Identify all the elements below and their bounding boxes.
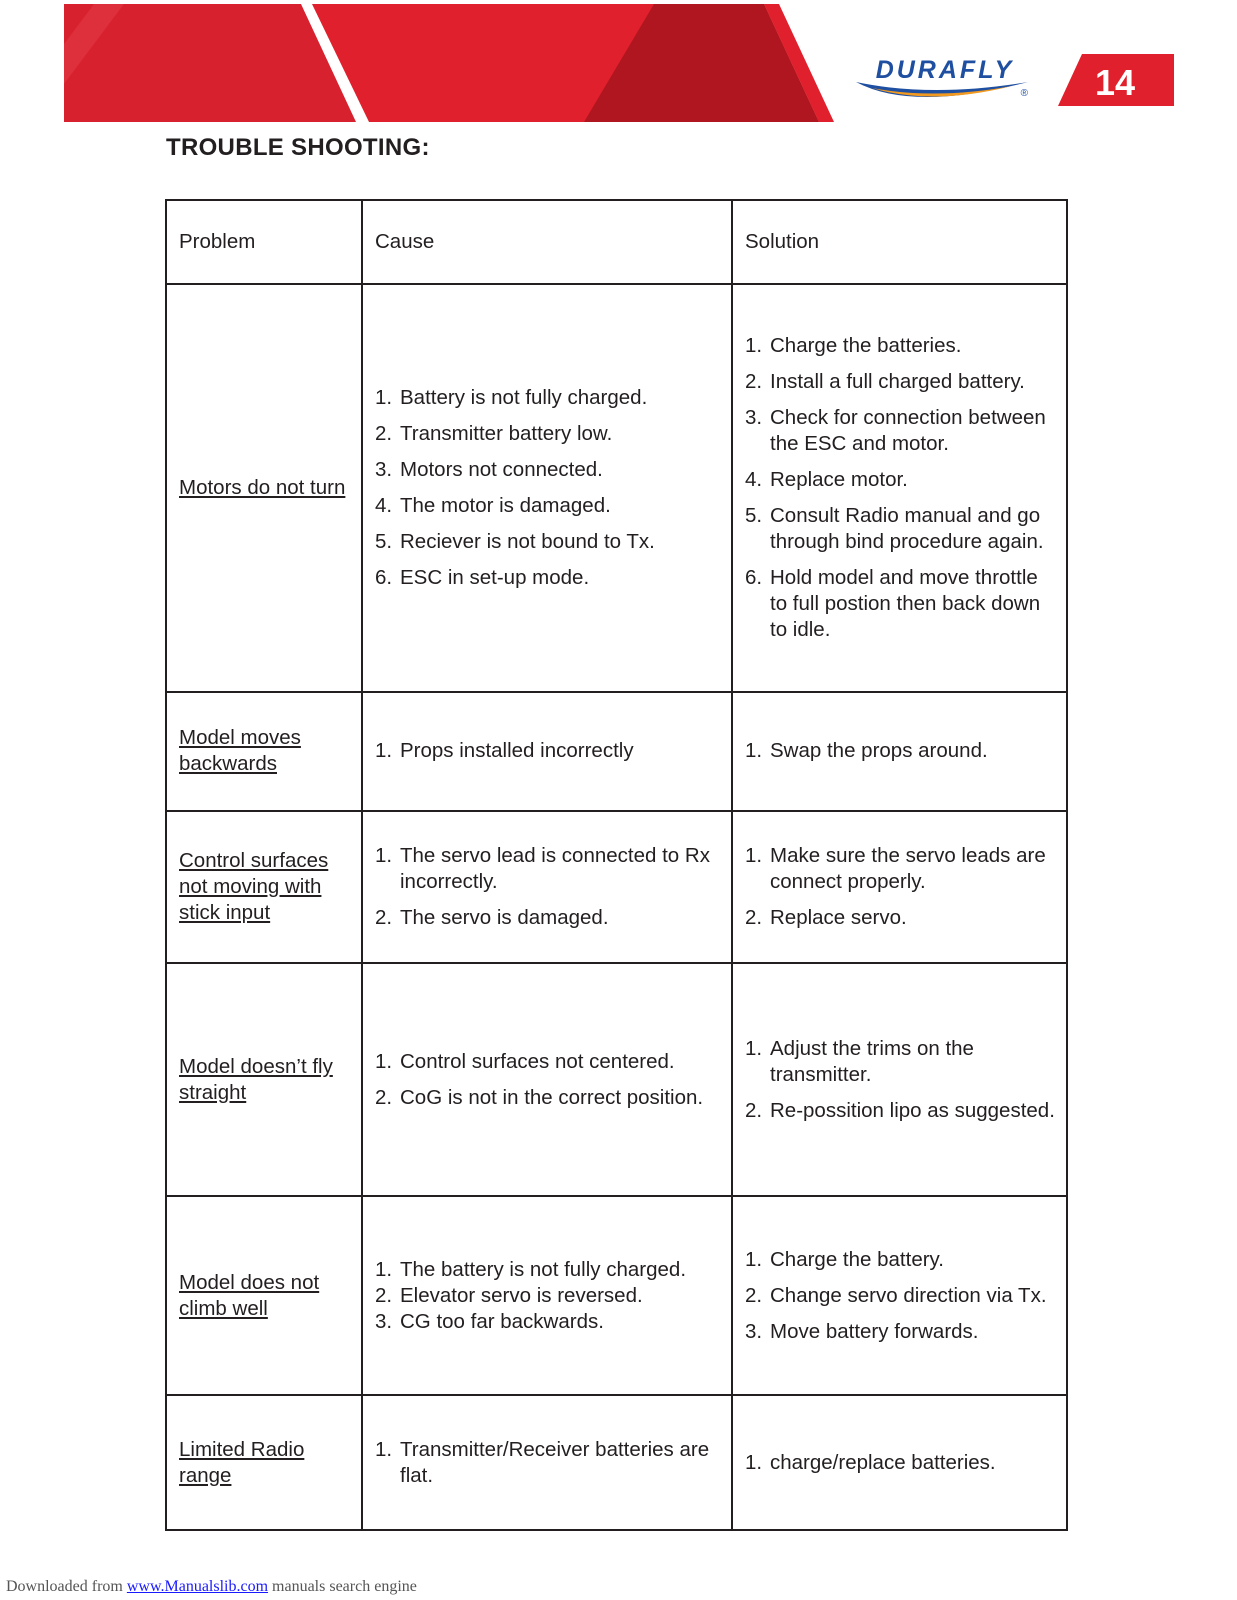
solution-item-number: 6. (745, 565, 763, 589)
solution-cell (732, 1395, 1067, 1530)
cause-item (375, 1437, 721, 1489)
problem-label: Model moves backwards (179, 726, 301, 776)
solution-item-text: Change servo direction via Tx. (770, 1283, 1047, 1307)
brand-name: DURAFLY (875, 56, 1015, 84)
cause-item-text: The battery is not fully charged. (400, 1257, 687, 1281)
solution-item-text: Replace servo. (770, 905, 907, 929)
solution-item (745, 1283, 1056, 1309)
solution-cell (732, 692, 1067, 811)
cause-list (375, 385, 721, 591)
cause-item-text: Reciever is not bound to Tx. (400, 529, 655, 553)
solution-item-number: 5. (745, 503, 763, 527)
table-row (166, 1395, 1067, 1530)
solution-item (745, 1247, 1056, 1273)
cause-item (375, 1257, 721, 1283)
problem-label: Control surfaces not moving with stick input (179, 848, 329, 924)
solution-item (745, 503, 1056, 555)
cause-item-text: Transmitter battery low. (400, 421, 613, 445)
cause-item (375, 905, 721, 931)
problem-cell (166, 284, 362, 692)
cause-item (375, 421, 721, 447)
problem-cell (166, 811, 362, 963)
solution-item-number: 3. (745, 1319, 763, 1343)
table-header-row (166, 200, 1067, 284)
cause-item-number: 2. (375, 905, 393, 929)
cause-item-text: The servo lead is connected to Rx incorrectly. (400, 843, 710, 893)
cause-item-number: 1. (375, 1437, 393, 1461)
cause-item-number: 1. (375, 385, 393, 409)
cause-item-number: 2. (375, 421, 393, 445)
solution-item-text: Hold model and move throttle to full postion then back down to idle. (770, 565, 1041, 641)
cause-cell (362, 284, 732, 692)
solution-item (745, 405, 1056, 457)
cause-item-number: 1. (375, 739, 393, 763)
solution-item-number: 2. (745, 369, 763, 393)
solution-item-number: 1. (745, 739, 763, 763)
solution-item-number: 1. (745, 843, 763, 867)
problem-label: Limited Radio range (179, 1437, 305, 1487)
problem-label: Model doesn’t fly straight (179, 1054, 333, 1104)
solution-item-text: Re-possition lipo as suggested. (770, 1098, 1055, 1122)
cause-item-number: 1. (375, 1049, 393, 1073)
solution-item (745, 905, 1056, 931)
cause-item-text: Transmitter/Receiver batteries are flat. (400, 1437, 710, 1487)
cause-item-number: 4. (375, 493, 393, 517)
solution-item-text: Install a full charged battery. (770, 369, 1025, 393)
problem-cell (166, 1196, 362, 1395)
footer-prefix: Downloaded from (6, 1578, 127, 1595)
cause-item-number: 1. (375, 1257, 393, 1281)
cause-item-number: 3. (375, 1309, 393, 1333)
solution-item (745, 1319, 1056, 1345)
solution-cell (732, 811, 1067, 963)
cause-list (375, 1049, 721, 1111)
problem-cell (166, 692, 362, 811)
cause-item-text: The motor is damaged. (400, 493, 611, 517)
cause-item-text: CoG is not in the correct position. (400, 1085, 704, 1109)
cause-item-number: 1. (375, 843, 393, 867)
solution-item-text: Swap the props around. (770, 739, 988, 763)
table-row (166, 692, 1067, 811)
cause-item-number: 2. (375, 1085, 393, 1109)
cause-item-number: 5. (375, 529, 393, 553)
cause-item-text: CG too far backwards. (400, 1309, 604, 1333)
solution-item (745, 1036, 1056, 1088)
solution-item-number: 3. (745, 405, 763, 429)
solution-item-number: 1. (745, 1450, 763, 1474)
cause-item (375, 1309, 721, 1335)
logo-swoosh-icon (852, 78, 1038, 108)
solution-item-text: Check for connection between the ESC and motor. (770, 405, 1046, 455)
cause-cell (362, 692, 732, 811)
table-row (166, 1196, 1067, 1395)
solution-item (745, 843, 1056, 895)
cause-item-text: Control surfaces not centered. (400, 1049, 675, 1073)
cause-list (375, 1437, 721, 1489)
page-number: 14 (1095, 62, 1136, 103)
footer-suffix: manuals search engine (268, 1578, 417, 1595)
table-row (166, 963, 1067, 1197)
solution-item-text: Consult Radio manual and go through bind procedure again. (770, 503, 1044, 553)
solution-item-number: 2. (745, 1283, 763, 1307)
cause-list (375, 843, 721, 931)
solution-cell (732, 1196, 1067, 1395)
cause-item (375, 738, 721, 764)
solution-item-text: Adjust the trims on the transmitter. (770, 1036, 974, 1086)
column-header-cause: Cause (362, 200, 732, 284)
solution-item-number: 4. (745, 467, 763, 491)
header-banner (64, 4, 844, 122)
solution-list (745, 738, 1056, 764)
solution-item (745, 565, 1056, 643)
solution-item-number: 2. (745, 1098, 763, 1122)
cause-list (375, 738, 721, 764)
solution-item-number: 2. (745, 905, 763, 929)
cause-item (375, 529, 721, 555)
cause-item-number: 3. (375, 457, 393, 481)
solution-cell (732, 963, 1067, 1197)
solution-item (745, 369, 1056, 395)
cause-cell (362, 963, 732, 1197)
solution-item-number: 1. (745, 1247, 763, 1271)
cause-item-text: The servo is damaged. (400, 905, 609, 929)
cause-cell (362, 1395, 732, 1530)
page-title: TROUBLE SHOOTING: (166, 134, 430, 161)
troubleshooting-table (165, 199, 1068, 1531)
cause-item-number: 6. (375, 565, 393, 589)
manualslib-link[interactable]: www.Manualslib.com (126, 1578, 269, 1595)
problem-cell (166, 1395, 362, 1530)
solution-list (745, 1036, 1056, 1124)
solution-item-number: 1. (745, 333, 763, 357)
cause-item (375, 843, 721, 895)
cause-item (375, 493, 721, 519)
problem-label: Motors do not turn (179, 475, 346, 499)
solution-list (745, 1247, 1056, 1345)
solution-item (745, 333, 1056, 359)
cause-item-text: Elevator servo is reversed. (400, 1283, 643, 1307)
solution-item (745, 738, 1056, 764)
cause-item (375, 1085, 721, 1111)
solution-item (745, 1098, 1056, 1124)
solution-item-text: Charge the batteries. (770, 333, 962, 357)
table-row (166, 284, 1067, 692)
solution-item-number: 1. (745, 1036, 763, 1060)
cause-item-text: Battery is not fully charged. (400, 385, 648, 409)
registered-mark: ® (1020, 88, 1028, 99)
solution-item (745, 467, 1056, 493)
cause-item (375, 385, 721, 411)
solution-item-text: Make sure the servo leads are connect properly. (770, 843, 1046, 893)
problem-cell (166, 963, 362, 1197)
solution-item-text: charge/replace batteries. (770, 1450, 996, 1474)
cause-item (375, 565, 721, 591)
cause-item (375, 457, 721, 483)
solution-item (745, 1450, 1056, 1476)
durafly-logo (852, 54, 1042, 112)
solution-cell (732, 284, 1067, 692)
column-header-problem: Problem (166, 200, 362, 284)
cause-item (375, 1283, 721, 1309)
solution-list (745, 1450, 1056, 1476)
solution-list (745, 333, 1056, 643)
solution-item-text: Move battery forwards. (770, 1319, 979, 1343)
download-footer (6, 1578, 417, 1596)
column-header-solution: Solution (732, 200, 1067, 284)
cause-item-number: 2. (375, 1283, 393, 1307)
solution-item-text: Charge the battery. (770, 1247, 944, 1271)
solution-list (745, 843, 1056, 931)
cause-cell (362, 1196, 732, 1395)
cause-item (375, 1049, 721, 1075)
table-row (166, 811, 1067, 963)
solution-item-text: Replace motor. (770, 467, 908, 491)
cause-cell (362, 811, 732, 963)
problem-label: Model does not climb well (179, 1270, 320, 1320)
cause-item-text: ESC in set-up mode. (400, 565, 590, 589)
cause-item-text: Motors not connected. (400, 457, 603, 481)
cause-list (375, 1257, 721, 1335)
cause-item-text: Props installed incorrectly (400, 739, 634, 763)
